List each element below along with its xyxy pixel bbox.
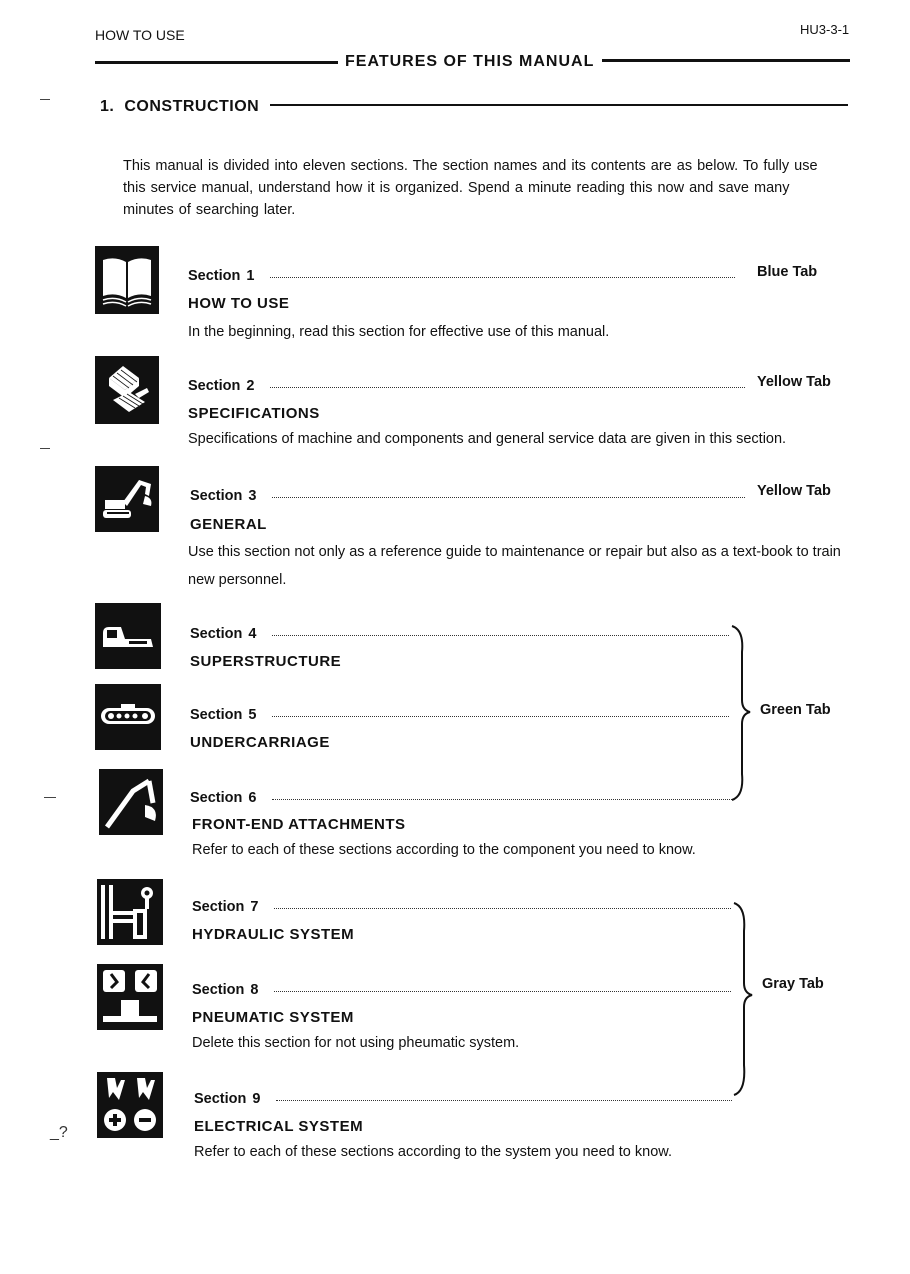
section-2-description: Specifications of machine and components and general service data are given in this section. bbox=[188, 431, 787, 447]
section-4-leader bbox=[272, 635, 729, 636]
section-3-tab: Yellow Tab bbox=[757, 483, 831, 499]
section-1-description: In the beginning, read this section for effective use of this manual. bbox=[188, 324, 610, 340]
section-5-name: UNDERCARRIAGE bbox=[190, 734, 330, 751]
superstructure-icon bbox=[95, 603, 161, 669]
section-3-description: Use this section not only as a reference guide to maintenance or repair but also as a text-book to train new personnel. bbox=[188, 544, 841, 588]
section-1-name: HOW TO USE bbox=[188, 295, 290, 312]
heading-number: 1. bbox=[100, 98, 115, 115]
section-2-name: SPECIFICATIONS bbox=[188, 405, 320, 422]
section-5-leader bbox=[272, 716, 729, 717]
section-6-name: FRONT-END ATTACHMENTS bbox=[192, 816, 406, 833]
margin-tick bbox=[40, 99, 50, 100]
heading-text: CONSTRUCTION bbox=[124, 98, 260, 115]
section-8-description: Delete this section for not using pheumatic system. bbox=[192, 1035, 520, 1051]
gray-tab-brace bbox=[730, 899, 760, 1099]
section-4-name: SUPERSTRUCTURE bbox=[190, 653, 342, 670]
book-icon bbox=[95, 246, 159, 314]
section-7-leader bbox=[274, 908, 731, 909]
title-rule-right bbox=[602, 59, 850, 62]
hydraulic-icon bbox=[97, 879, 163, 945]
running-header: HOW TO USE bbox=[95, 27, 185, 43]
green-tab-brace bbox=[728, 622, 758, 804]
section-8-label: Section 8 bbox=[192, 982, 259, 998]
margin-tick bbox=[40, 448, 50, 449]
intro-paragraph: This manual is divided into eleven sections. The section names and its contents are as below. To fully use this service manual, understand how it is organized. Spend a minute reading this now and save many minutes of searching later. bbox=[123, 158, 818, 218]
section-8-leader bbox=[274, 991, 731, 992]
section-3-label: Section 3 bbox=[190, 488, 257, 504]
section-5-label: Section 5 bbox=[190, 707, 257, 723]
title-rule-left bbox=[95, 61, 338, 64]
section-9-leader bbox=[276, 1100, 732, 1101]
front-attachment-icon bbox=[99, 769, 163, 835]
margin-tick bbox=[44, 797, 56, 798]
section-3-leader bbox=[272, 497, 745, 498]
section-6-label: Section 6 bbox=[190, 790, 257, 806]
margin-mark: _? bbox=[50, 1124, 68, 1141]
section-heading bbox=[100, 98, 259, 116]
section-1-label: Section 1 bbox=[188, 268, 255, 284]
excavator-icon bbox=[95, 466, 159, 532]
section-6-description: Refer to each of these sections according to the component you need to know. bbox=[192, 842, 696, 858]
section-1-leader bbox=[270, 277, 735, 278]
section-4-label: Section 4 bbox=[190, 626, 257, 642]
page-title: FEATURES OF THIS MANUAL bbox=[345, 53, 595, 70]
heading-rule bbox=[270, 104, 848, 106]
section-3-name: GENERAL bbox=[190, 516, 267, 533]
undercarriage-icon bbox=[95, 684, 161, 750]
electrical-icon bbox=[97, 1072, 163, 1138]
section-9-name: ELECTRICAL SYSTEM bbox=[194, 1118, 364, 1135]
pneumatic-icon bbox=[97, 964, 163, 1030]
gray-tab-label: Gray Tab bbox=[762, 976, 824, 992]
section-6-leader bbox=[272, 799, 732, 800]
section-2-tab: Yellow Tab bbox=[757, 374, 831, 390]
green-tab-label: Green Tab bbox=[760, 702, 831, 718]
specifications-icon bbox=[95, 356, 159, 424]
page-number: HU3-3-1 bbox=[800, 22, 850, 37]
section-7-label: Section 7 bbox=[192, 899, 259, 915]
section-8-name: PNEUMATIC SYSTEM bbox=[192, 1009, 354, 1026]
section-1-tab: Blue Tab bbox=[757, 264, 818, 280]
section-9-description: Refer to each of these sections according to the system you need to know. bbox=[194, 1144, 672, 1160]
section-9-label: Section 9 bbox=[194, 1091, 261, 1107]
section-2-leader bbox=[270, 387, 745, 388]
section-7-name: HYDRAULIC SYSTEM bbox=[192, 926, 355, 943]
section-2-label: Section 2 bbox=[188, 378, 255, 394]
